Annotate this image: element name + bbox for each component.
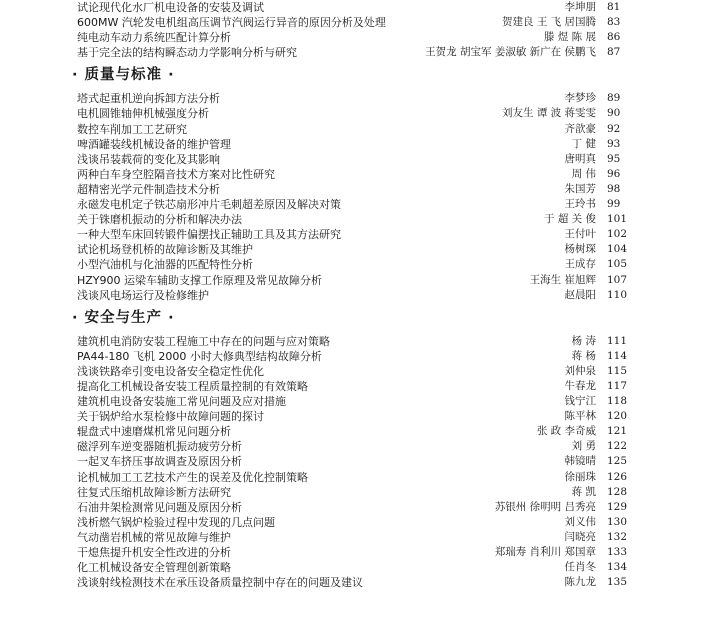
toc-entry[interactable] (0, 91, 706, 106)
entry-title: PA44-180 飞机 2000 小时大修典型结构故障分析 (77, 349, 322, 363)
toc-entry[interactable] (0, 273, 706, 288)
toc-entry[interactable] (0, 45, 706, 60)
entry-page-number: 121 (607, 425, 628, 438)
entry-author: 张 政 李奇威 (536, 425, 596, 438)
toc-entry[interactable] (0, 530, 706, 545)
entry-page-number: 125 (607, 455, 628, 468)
entry-title: 塔式起重机逆向拆卸方法分析 (77, 92, 220, 106)
entry-author: 任肖冬 (564, 561, 596, 574)
entry-title: 永磁发电机定子铁芯扇形冲片毛刺超差原因及解决对策 (77, 198, 341, 212)
entry-author: 唐明真 (564, 152, 596, 165)
entry-author: 朱国芳 (564, 182, 596, 195)
entry-page-number: 111 (607, 334, 628, 347)
entry-page-number: 87 (607, 46, 621, 59)
entry-author: 陈九龙 (564, 576, 596, 589)
entry-author: 滕 煜 陈 展 (543, 31, 596, 44)
entry-title: 两种白车身空腔隔音技术方案对比性研究 (77, 167, 275, 181)
entry-author: 韩镜晴 (564, 455, 596, 468)
entry-title: 往复式压缩机故障诊断方法研究 (77, 485, 231, 499)
entry-author: 周 伟 (571, 167, 596, 180)
entry-page-number: 89 (607, 92, 621, 105)
entry-page-number: 96 (607, 167, 621, 180)
toc-entry[interactable] (0, 439, 706, 454)
toc-entry[interactable] (0, 167, 706, 182)
entry-author: 李坤朋 (564, 1, 596, 13)
toc-entry[interactable] (0, 257, 706, 272)
entry-title: 基于完全法的结构瞬态动力学影响分析与研究 (77, 46, 297, 60)
entry-title: 试论现代化水厂机电设备的安装及调试 (77, 1, 264, 14)
toc-entry[interactable] (0, 485, 706, 500)
entry-page-number: 98 (607, 182, 621, 195)
entry-author: 刘义伟 (564, 515, 596, 528)
entry-title: 关于锅炉给水泵检修中故障问题的探讨 (77, 410, 264, 424)
entry-page-number: 133 (607, 546, 628, 558)
entry-author: 陈平林 (564, 410, 596, 423)
entry-page-number: 102 (607, 228, 628, 241)
entry-title: 气动凿岩机械的常见故障与维护 (77, 530, 231, 544)
entry-author: 齐歆豪 (564, 122, 596, 135)
toc-entry[interactable] (0, 197, 706, 212)
entry-title: 干熄焦提升机安全性改进的分析 (77, 546, 231, 559)
entry-author: 杨树琛 (564, 243, 596, 256)
entry-page-number: 107 (607, 273, 628, 286)
toc-entry[interactable] (0, 106, 706, 121)
entry-author: 闫晓亮 (564, 530, 596, 543)
entry-title: 石油井架检测常见问题及原因分析 (77, 500, 242, 514)
entry-page-number: 115 (607, 364, 628, 377)
toc-entry[interactable] (0, 242, 706, 257)
entry-page-number: 92 (607, 122, 621, 135)
entry-page-number: 129 (607, 500, 628, 513)
entry-author: 王玲书 (564, 198, 596, 211)
entry-title: 关于铢磨机振动的分析和解决办法 (77, 213, 242, 227)
entry-title: 浅谈风电场运行及检修维护 (77, 288, 209, 302)
entry-author: 于 超 关 俊 (543, 213, 596, 226)
entry-author: 王成存 (564, 258, 596, 271)
entry-title: 超精密光学元件制造技术分析 (77, 182, 220, 196)
entry-title: 数控车削加工工艺研究 (77, 122, 187, 136)
entry-title: 辊盘式中速磨煤机常见问题分析 (77, 425, 231, 439)
entry-title: 建筑机电设备安装施工常见问题及应对措施 (77, 395, 286, 409)
section-heading: · 安全与生产 · (72, 309, 175, 326)
entry-page-number: 117 (607, 379, 628, 392)
entry-author: 蒋 杨 (571, 349, 596, 362)
entry-author: 李梦珍 (564, 92, 596, 105)
entry-title: 试论机场登机桥的故障诊断及其维护 (77, 243, 253, 257)
toc-entry[interactable] (0, 137, 706, 152)
toc-entry[interactable] (0, 288, 706, 303)
entry-author: 王付叶 (564, 228, 596, 241)
toc-entry[interactable] (0, 0, 706, 15)
entry-page-number: 135 (607, 576, 628, 589)
entry-author: 丁 健 (571, 137, 596, 150)
entry-page-number: 110 (607, 288, 628, 301)
toc-entry[interactable] (0, 212, 706, 227)
entry-page-number: 130 (607, 515, 628, 528)
entry-author: 贺建良 王 飞 居国腾 (501, 16, 596, 29)
entry-title: 浅谈射线检测技术在承压设备质量控制中存在的问题及建议 (77, 576, 363, 590)
entry-title: 提高化工机械设备安装工程质量控制的有效策略 (77, 379, 308, 393)
entry-author: 钱宁江 (564, 395, 596, 408)
toc-entry[interactable] (0, 394, 706, 409)
toc-entry[interactable] (0, 122, 706, 137)
entry-page-number: 83 (607, 16, 621, 29)
entry-author: 蒋 凯 (571, 485, 596, 498)
entry-page-number: 101 (607, 213, 628, 226)
entry-page-number: 105 (607, 258, 628, 271)
entry-author: 徐丽珠 (564, 470, 596, 483)
entry-title: 浅析燃气锅炉检验过程中发现的几点问题 (77, 515, 275, 529)
entry-page-number: 128 (607, 485, 628, 498)
entry-title: 小型汽油机与化油器的匹配特性分析 (77, 258, 253, 272)
toc-entry[interactable] (0, 364, 706, 379)
entry-page-number: 132 (607, 530, 628, 543)
entry-page-number: 114 (607, 349, 628, 362)
entry-page-number: 126 (607, 470, 628, 483)
toc-entry[interactable] (0, 30, 706, 45)
toc-entry[interactable] (0, 379, 706, 394)
entry-page-number: 118 (607, 395, 628, 408)
entry-author: 杨 涛 (571, 334, 596, 347)
entry-author: 郑瑞寿 肖利川 郑国章 (494, 546, 596, 558)
toc-entry[interactable] (0, 545, 706, 560)
entry-page-number: 95 (607, 152, 621, 165)
entry-title: 电机圆锥轴伸机械强度分析 (77, 107, 209, 121)
entry-title: 一起叉车挤压事故调查及原因分析 (77, 455, 242, 469)
entry-page-number: 81 (607, 1, 621, 13)
entry-title: 啤酒罐装线机械设备的维护管理 (77, 137, 231, 151)
entry-title: 论机械加工工艺技术产生的误差及优化控制策略 (77, 470, 308, 484)
toc-entry[interactable] (0, 424, 706, 439)
entry-title: 纯电动车动力系统匹配计算分析 (77, 31, 231, 45)
entry-author: 牛春龙 (564, 379, 596, 392)
toc-entry[interactable] (0, 409, 706, 424)
entry-title: 600MW 汽轮发电机组高压调节汽阀运行异音的原因分析及处理 (77, 16, 386, 30)
entry-title: 磁浮列车逆变器随机振动疲劳分析 (77, 440, 242, 454)
entry-author: 王贺龙 胡宝军 姜淑敏 新广在 侯鹏飞 (425, 46, 596, 59)
entry-title: 浅谈吊装载荷的变化及其影响 (77, 152, 220, 166)
toc-entry[interactable] (0, 500, 706, 515)
entry-page-number: 122 (607, 440, 628, 453)
toc-entry[interactable] (0, 182, 706, 197)
toc-entry[interactable] (0, 470, 706, 485)
toc-entry[interactable] (0, 334, 706, 349)
entry-author: 刘友生 谭 波 蒋雯雯 (501, 107, 596, 120)
entry-title: 一种大型车床回转锻件偏摆找正辅助工具及其方法研究 (77, 228, 341, 242)
entry-author: 王海生 崔旭辉 (529, 273, 596, 286)
section-heading: · 质量与标准 · (72, 67, 175, 84)
entry-author: 刘 勇 (571, 440, 596, 453)
entry-title: 建筑机电消防安装工程施工中存在的问题与应对策略 (77, 334, 330, 348)
entry-page-number: 93 (607, 137, 621, 150)
toc-entry[interactable] (0, 152, 706, 167)
entry-title: HZY900 运梁车辅助支撑工作原理及常见故障分析 (77, 273, 323, 287)
entry-author: 刘仲泉 (564, 364, 596, 377)
toc-entry[interactable] (0, 349, 706, 364)
entry-page-number: 99 (607, 198, 621, 211)
entry-page-number: 90 (607, 107, 621, 120)
toc-entry[interactable] (0, 560, 706, 575)
toc-entry[interactable] (0, 454, 706, 469)
toc-entry[interactable] (0, 15, 706, 30)
entry-author: 苏银州 徐明明 吕秀亮 (494, 500, 596, 513)
entry-page-number: 120 (607, 410, 628, 423)
entry-author: 赵晨阳 (564, 288, 596, 301)
entry-title: 浅谈铁路牵引变电设备安全稳定性优化 (77, 364, 264, 378)
toc-entry[interactable] (0, 575, 706, 590)
toc-entry[interactable] (0, 515, 706, 530)
entry-page-number: 104 (607, 243, 628, 256)
entry-page-number: 134 (607, 561, 628, 574)
entry-title: 化工机械设备安全管理创新策略 (77, 561, 231, 575)
toc-entry[interactable] (0, 227, 706, 242)
entry-page-number: 86 (607, 31, 621, 44)
